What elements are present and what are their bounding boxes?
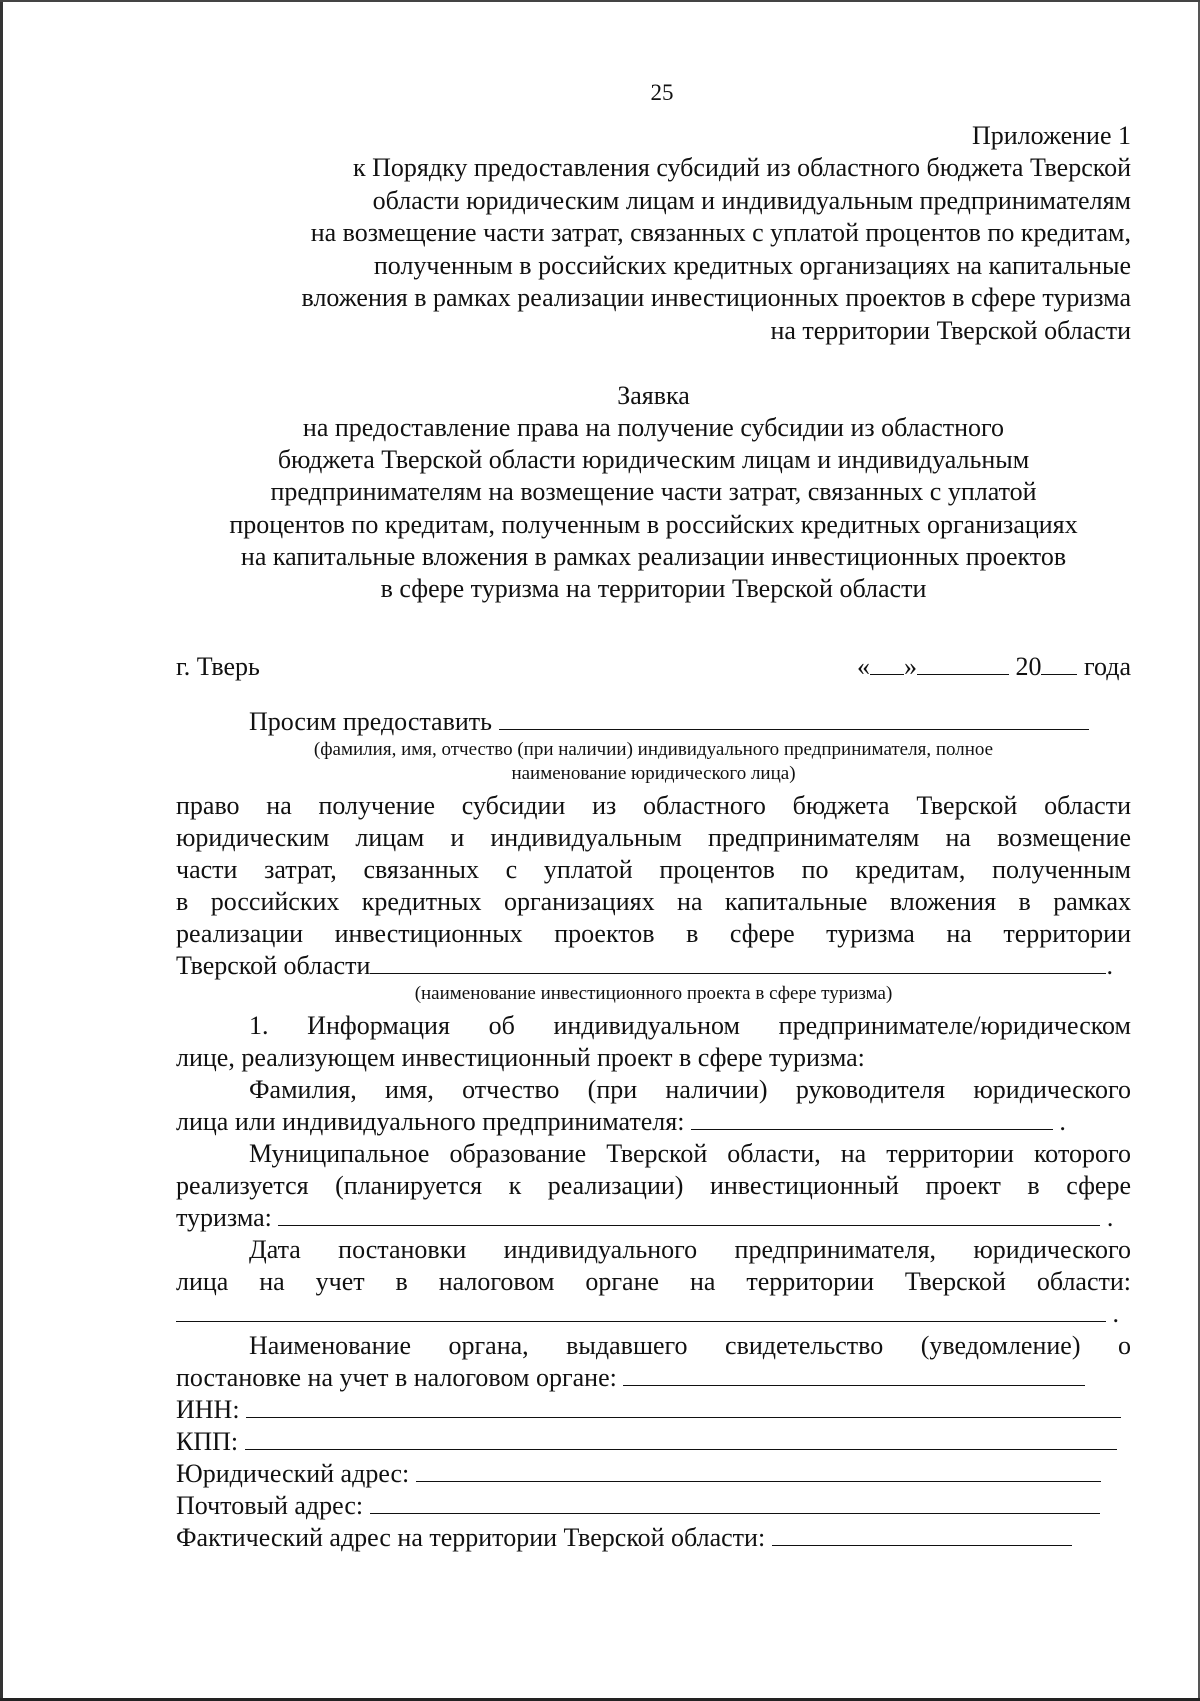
section1-heading-cont: лице, реализующем инвестиционный проект в сфере туризма: — [176, 1043, 865, 1072]
scan-edge-top — [0, 0, 1200, 2]
project-name-blank[interactable] — [370, 951, 1106, 974]
city-name: г. Тверь — [176, 652, 260, 681]
appendix-line: полученным в российских кредитных организациях на капитальные — [373, 250, 1131, 280]
postal-address-line — [176, 1490, 1131, 1522]
period: . — [1112, 1299, 1119, 1328]
inn-line — [176, 1394, 1131, 1426]
municipality-label: Муниципальное образование Тверской области, на территории которого — [249, 1139, 1131, 1168]
appendix-line: области юридическим лицам и индивидуальным предпринимателям — [372, 185, 1131, 215]
tax-registration-blank[interactable] — [176, 1299, 1106, 1322]
date-open-quote: « — [856, 652, 870, 681]
actual-address-blank[interactable] — [772, 1523, 1072, 1546]
appendix-line: вложения в рамках реализации инвестиционных проектов в сфере туризма — [301, 283, 1131, 312]
year-prefix: 20 — [1015, 652, 1042, 681]
applicant-name-blank[interactable] — [499, 707, 1089, 730]
year-blank[interactable] — [1041, 652, 1077, 675]
project-hint: (наименование инвестиционного проекта в сфере туризма) — [414, 983, 893, 1004]
request-body-line: в российских кредитных организациях на капитальные вложения в рамках — [176, 887, 1131, 916]
day-blank[interactable] — [870, 652, 904, 675]
tax-registration-label: Дата постановки индивидуального предпринимателя, юридического — [249, 1235, 1131, 1264]
appendix-line: на территории Тверской области — [770, 315, 1131, 345]
applicant-hint-2: наименование юридического лица) — [511, 763, 796, 784]
legal-address-blank[interactable] — [416, 1459, 1101, 1482]
section1-heading: 1. Информация об индивидуальном предпринимателе/юридическом — [249, 1011, 1131, 1040]
tax-authority-blank[interactable] — [623, 1363, 1085, 1386]
period: . — [1106, 1203, 1114, 1232]
appendix-line: к Порядку предоставления субсидий из областного бюджета Тверской — [352, 153, 1131, 182]
date-field — [857, 652, 1131, 682]
head-name-blank[interactable] — [691, 1107, 1053, 1130]
subtitle-line: на предоставление права на получение субсидии из областного — [302, 413, 1005, 442]
page-number: 25 — [650, 80, 674, 105]
municipality-line — [176, 1202, 1131, 1234]
tax-registration-line — [176, 1298, 1131, 1330]
municipality-label-cont: реализуется (планируется к реализации) инвестиционный проект в сфере — [176, 1171, 1131, 1200]
appendix-line: на возмещение части затрат, связанных с уплатой процентов по кредитам, — [310, 218, 1131, 247]
request-body-line: право на получение субсидии из областного бюджета Тверской области — [176, 791, 1131, 820]
postal-address-label: Почтовый адрес: — [176, 1491, 364, 1520]
inn-blank[interactable] — [246, 1395, 1121, 1418]
actual-address-label: Фактический адрес на территории Тверской области: — [176, 1523, 766, 1552]
request-body-line: части затрат, связанных с уплатой процентов по кредитам, полученным — [176, 855, 1131, 884]
postal-address-blank[interactable] — [370, 1491, 1100, 1514]
head-name-line — [176, 1106, 1131, 1138]
inn-label: ИНН: — [176, 1395, 240, 1424]
subtitle-line: процентов по кредитам, полученным в российских кредитных организациях — [229, 509, 1078, 539]
scan-edge-left — [0, 0, 3, 1701]
date-suffix: года — [1083, 652, 1131, 681]
request-body-line: реализации инвестиционных проектов в сфере туризма на территории — [176, 919, 1131, 948]
kpp-line — [176, 1426, 1131, 1458]
tax-authority-label: Наименование органа, выдавшего свидетельство (уведомление) о — [249, 1331, 1131, 1360]
request-last-line — [176, 950, 1131, 982]
municipality-blank[interactable] — [278, 1203, 1100, 1226]
tax-authority-label-cont: постановке на учет в налоговом органе: — [176, 1363, 617, 1392]
head-name-label: Фамилия, имя, отчество (при наличии) руководителя юридического — [249, 1075, 1131, 1104]
appendix-title: Приложение 1 — [971, 121, 1131, 150]
request-lead: Просим предоставить — [249, 707, 492, 736]
month-blank[interactable] — [917, 652, 1009, 675]
request-last-lead: Тверской области — [176, 951, 371, 980]
head-name-label-cont: лица или индивидуального предпринимателя: — [176, 1107, 685, 1136]
date-close-quote: » — [903, 652, 917, 681]
appendix-reference — [176, 152, 1131, 347]
subtitle-line: бюджета Тверской области юридическим лицам и индивидуальным — [277, 445, 1030, 475]
subtitle-line: в сфере туризма на территории Тверской области — [380, 574, 927, 604]
legal-address-label: Юридический адрес: — [176, 1459, 410, 1488]
municipality-label-end: туризма: — [176, 1203, 272, 1232]
request-body-line: юридическим лицам и индивидуальным предпринимателям на возмещение — [176, 823, 1131, 852]
kpp-blank[interactable] — [245, 1427, 1117, 1450]
tax-registration-label-cont: лица на учет в налоговом органе на территории Тверской области: — [176, 1267, 1131, 1296]
application-subtitle — [176, 412, 1131, 605]
actual-address-line — [176, 1522, 1131, 1554]
period: . — [1059, 1107, 1066, 1136]
application-title: Заявка — [617, 381, 690, 410]
kpp-label: КПП: — [176, 1427, 239, 1456]
tax-authority-line — [176, 1362, 1131, 1394]
subtitle-line: на капитальные вложения в рамках реализации инвестиционных проектов — [240, 541, 1067, 571]
period: . — [1106, 951, 1113, 980]
request-line — [176, 706, 1131, 738]
applicant-hint-1: (фамилия, имя, отчество (при наличии) индивидуального предпринимателя, полное — [313, 739, 994, 760]
legal-address-line — [176, 1458, 1131, 1490]
subtitle-line: предпринимателям на возмещение части затрат, связанных с уплатой — [270, 477, 1037, 507]
